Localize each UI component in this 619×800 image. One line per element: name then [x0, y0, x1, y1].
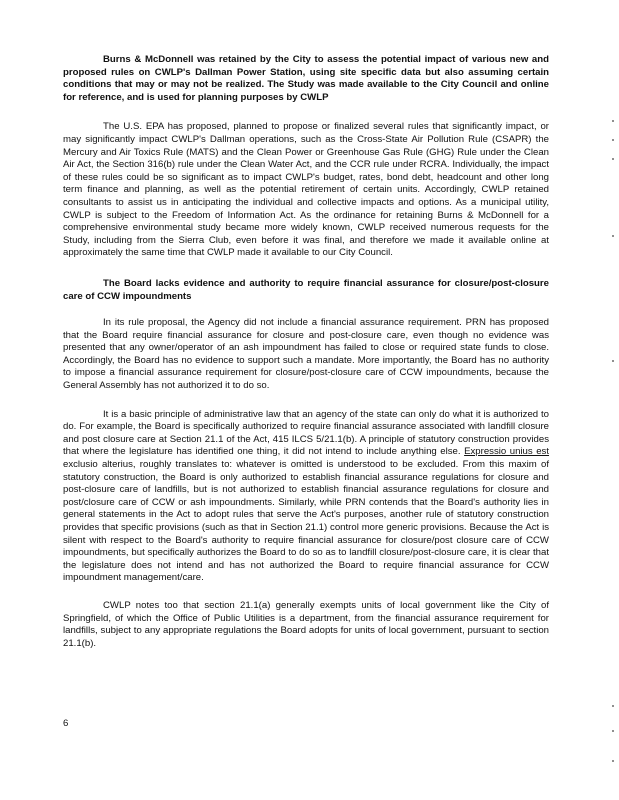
page-number: 6 — [63, 718, 69, 729]
latin-maxim: Expressio unius est — [464, 446, 550, 458]
paragraph-administrative-law — [63, 409, 549, 585]
paragraph-rule-proposal: In its rule proposal, the Agency did not include a financial assurance requirement. PRN has proposed that the Board require financial assurance for closure and post-closure care, even though no evidence was presented that any owner/operator of an ash impoundment has failed to close or required state funds to close. Accordingly, the Board has no evidence to support such a mandate. More importantly, the Board has no authority to impose a financial assurance requirement for closure/post-closure care of CCW impoundments, because the General Assembly has not authorized it to do so. — [63, 317, 549, 392]
paragraph-administrative-law-part-2: exclusio alterius, roughly translates to: whatever is omitted is understood to be excluded. From this maxim of statutory construction, the Board is only authorized to establish financial assurance regulations for closure and post-closure care of landfills, but is not authorized to establish financial assurance regulations for closure and post/closure care of CCW or ash impoundments. Similarly, while PRN contends that the Board's authority lies in general statements in the Act to adopt rules that serve the Act's purposes, another rule of statutory construction provides that specific provisions (such as that in Section 21.1) control more generic provisions. Because the Act is silent with respect to the Board's authority to require financial assurance for closure/post closure care of CCW impoundments, but specifically authorizes the Board to do so as to landfill closure/post-closure care, it is clear that the legislature does not intend and has not authorized the Board to require financial assurance for CCW impoundment management/care. — [63, 459, 549, 584]
scan-edge-marks — [610, 120, 614, 780]
section-heading-financial-assurance: The Board lacks evidence and authority to require financial assurance for closure/post-closure care of CCW impoundments — [63, 277, 549, 302]
document-body — [63, 54, 549, 650]
paragraph-local-government-exemption: CWLP notes too that section 21.1(a) generally exempts units of local government like the City of Springfield, of which the Office of Public Utilities is a department, from the financial assurance requirement for landfills, subject to any appropriate regulations the Board adopts for units of local government, pursuant to section 21.1(b). — [63, 599, 549, 649]
paragraph-administrative-law-part-1: It is a basic principle of administrative law that an agency of the state can only do what it is authorized to do. For example, the Board is specifically authorized to require financial assurance associated with landfill closure and post closure care at Section 21.1 of the Act, 415 ILCS 5/21.1(b). A principle of statutory construction provides that where the legislature has identified one thing, it did not intend to include anything else. — [63, 408, 549, 458]
paragraph-epa-rules: The U.S. EPA has proposed, planned to propose or finalized several rules that significantly impact, or may significantly impact CWLP's Dallman operations, such as the Cross-State Air Pollution Rule (CSAPR) the Mercury and Air Toxics Rule (MATS) and the Clean Power or Greenhouse Gas Rule (GHG) Rule under the Clean Air Act, the Section 316(b) rule under the Clean Water Act, and the CCR rule under RCRA. Individually, the impact of these rules could be so significant as to impact CWLP's budget, rates, bond debt, headcount and other long term finance and planning, as well as the potential retirement of certain units. Accordingly, CWLP retained consultants to assist us in anticipating the individual and collective impacts and options. As a municipal utility, CWLP is subject to the Freedom of Information Act. As the ordinance for retaining Burns & McDonnell for a comprehensive environmental study became more widely known, CWLP received numerous requests for the Study, including from the Sierra Club, even before it was final, and therefore we made it available online at approximately the same time that CWLP made it available to our City Council. — [63, 121, 549, 259]
section-heading-study: Burns & McDonnell was retained by the City to assess the potential impact of various new and proposed rules on CWLP's Dallman Power Station, using site specific data but also assuming certain conditions that may or may not be realized. The Study was made available to the City Council and online for reference, and is used for planning purposes by CWLP — [63, 54, 549, 103]
